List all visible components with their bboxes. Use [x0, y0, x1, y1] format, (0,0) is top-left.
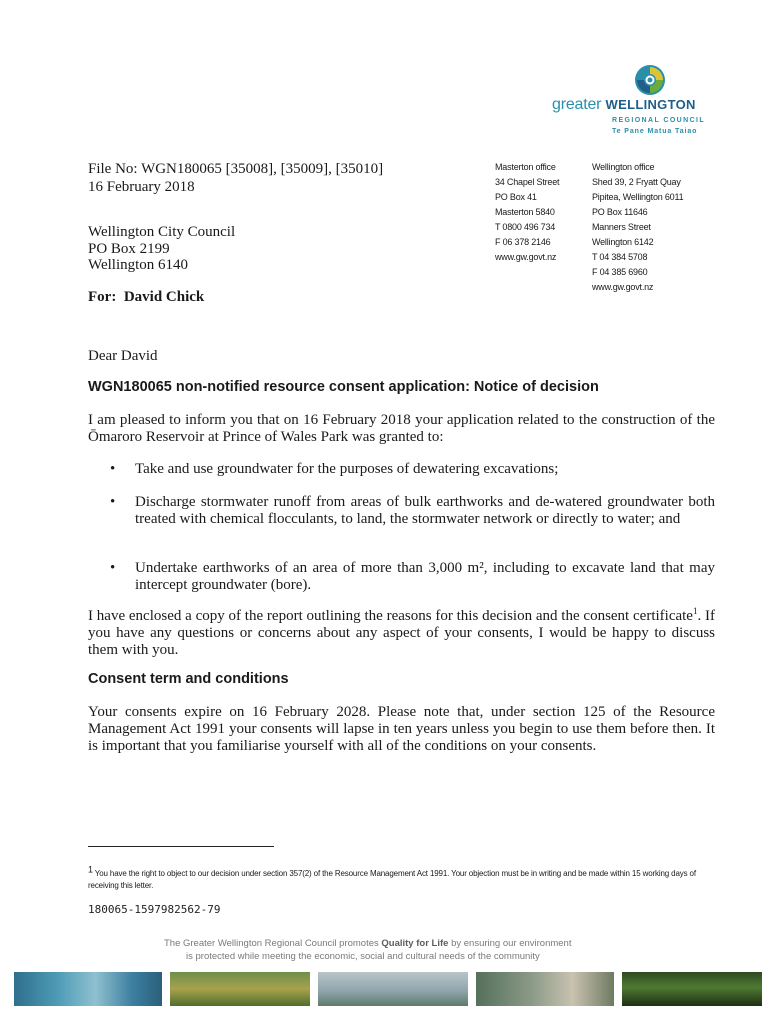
recipient-line-1: Wellington City Council: [88, 224, 236, 240]
intro-paragraph: I am pleased to inform you that on 16 February 2018 your application related to the construction of the Ōmaroro Reservoir at Prince of Wales Park was granted to:: [88, 412, 715, 445]
masterton-office-address: [495, 160, 559, 265]
document-reference: 180065-1597982562-79: [88, 903, 221, 916]
tagline-text: by ensuring our environment: [448, 938, 572, 949]
list-item-text: Discharge stormwater runoff from areas of bulk earthworks and de-watered groundwater both treated with chemical flocculants, to land, the stormwater network or directly to water; and: [135, 494, 715, 527]
banner-river-image: [476, 972, 614, 1006]
bullet-icon: •: [110, 494, 116, 510]
enclosure-text-2: . If you have any questions or concerns about any aspect of your consents, I would be happy to discuss them with you.: [88, 608, 715, 658]
address-line: Shed 39, 2 Fryatt Quay: [592, 177, 681, 187]
fax-line: F 06 378 2146: [495, 237, 551, 247]
logo-regional-council-text: REGIONAL COUNCIL: [612, 117, 706, 124]
footnote: [88, 864, 715, 892]
address-line: Pipitea, Wellington 6011: [592, 192, 684, 202]
address-line: Wellington 6142: [592, 237, 654, 247]
banner-water-image: [14, 972, 162, 1006]
phone-line: T 0800 496 734: [495, 222, 556, 232]
list-item: [88, 494, 715, 528]
list-item: [88, 560, 715, 594]
website-line: www.gw.govt.nz: [592, 282, 654, 292]
address-line: Masterton 5840: [495, 207, 555, 217]
website-line: www.gw.govt.nz: [495, 252, 557, 262]
gwrc-swirl-logo-icon: [634, 64, 666, 96]
banner-gap: [162, 972, 170, 1006]
address-line: PO Box 11646: [592, 207, 648, 217]
masterton-office-title: Masterton office: [495, 162, 556, 172]
footer-landscape-banner: [14, 972, 762, 1006]
banner-wind-turbines-image: [318, 972, 468, 1006]
gwrc-logo: [552, 64, 712, 144]
bullet-icon: •: [110, 560, 116, 576]
address-line: Manners Street: [592, 222, 651, 232]
footnote-text: You have the right to object to our decision under section 357(2) of the Resource Management Act 1991. Your objection must be in writing and be made within 15 working days of receiving this letter.: [88, 869, 696, 890]
address-line: PO Box 41: [495, 192, 537, 202]
wellington-office-title: Wellington office: [592, 162, 655, 172]
logo-wellington-text: WELLINGTON: [605, 97, 696, 112]
footnote-marker: 1: [88, 864, 93, 875]
list-item-text: Undertake earthworks of an area of more than 3,000 m², including to excavate land that may intercept groundwater (bore).: [135, 560, 715, 593]
footnote-reference: 1: [692, 606, 698, 616]
attention-label: For:: [88, 289, 117, 305]
footer-tagline: [164, 937, 624, 963]
enclosure-text-1: I have enclosed a copy of the report outlining the reasons for this decision and the consent certificate: [88, 608, 693, 624]
wellington-office-address: [592, 160, 683, 295]
banner-gap: [468, 972, 476, 1006]
file-number: File No: WGN180065 [35008], [35009], [35010]: [88, 161, 384, 177]
banner-gap: [614, 972, 622, 1006]
enclosure-paragraph: [88, 608, 715, 659]
letter-subject: WGN180065 non-notified resource consent application: Notice of decision: [88, 379, 599, 395]
phone-line: T 04 384 5708: [592, 252, 648, 262]
attention-line: [88, 289, 204, 306]
letter-date: 16 February 2018: [88, 179, 195, 195]
banner-farmland-image: [170, 972, 310, 1006]
tagline-text: The Greater Wellington Regional Council promotes: [164, 938, 382, 949]
consent-term-heading: Consent term and conditions: [88, 671, 289, 687]
tagline-line-2: is protected while meeting the economic, social and cultural needs of the community: [186, 951, 540, 962]
salutation: Dear David: [88, 348, 158, 364]
list-item-text: Take and use groundwater for the purposes of dewatering excavations;: [135, 461, 559, 477]
recipient-line-2: PO Box 2199: [88, 241, 170, 257]
banner-forest-image: [622, 972, 762, 1006]
list-item: [88, 461, 715, 478]
logo-greater-text: greater: [552, 96, 602, 113]
footnote-divider: [88, 846, 274, 847]
bullet-icon: •: [110, 461, 116, 477]
fax-line: F 04 385 6960: [592, 267, 648, 277]
banner-gap: [310, 972, 318, 1006]
logo-maori-name-text: Te Pane Matua Taiao: [612, 128, 698, 135]
recipient-line-3: Wellington 6140: [88, 257, 189, 273]
logo-wordmark: [552, 96, 696, 114]
address-line: 34 Chapel Street: [495, 177, 560, 187]
attention-name: David Chick: [123, 289, 205, 305]
tagline-emphasis: Quality for Life: [381, 938, 449, 949]
consent-term-paragraph: Your consents expire on 16 February 2028. Please note that, under section 125 of the Resource Management Act 1991 your consents will lapse in ten years unless you begin to use them before then. It is important that you familiarise yourself with all of the conditions on your consents.: [88, 704, 715, 754]
